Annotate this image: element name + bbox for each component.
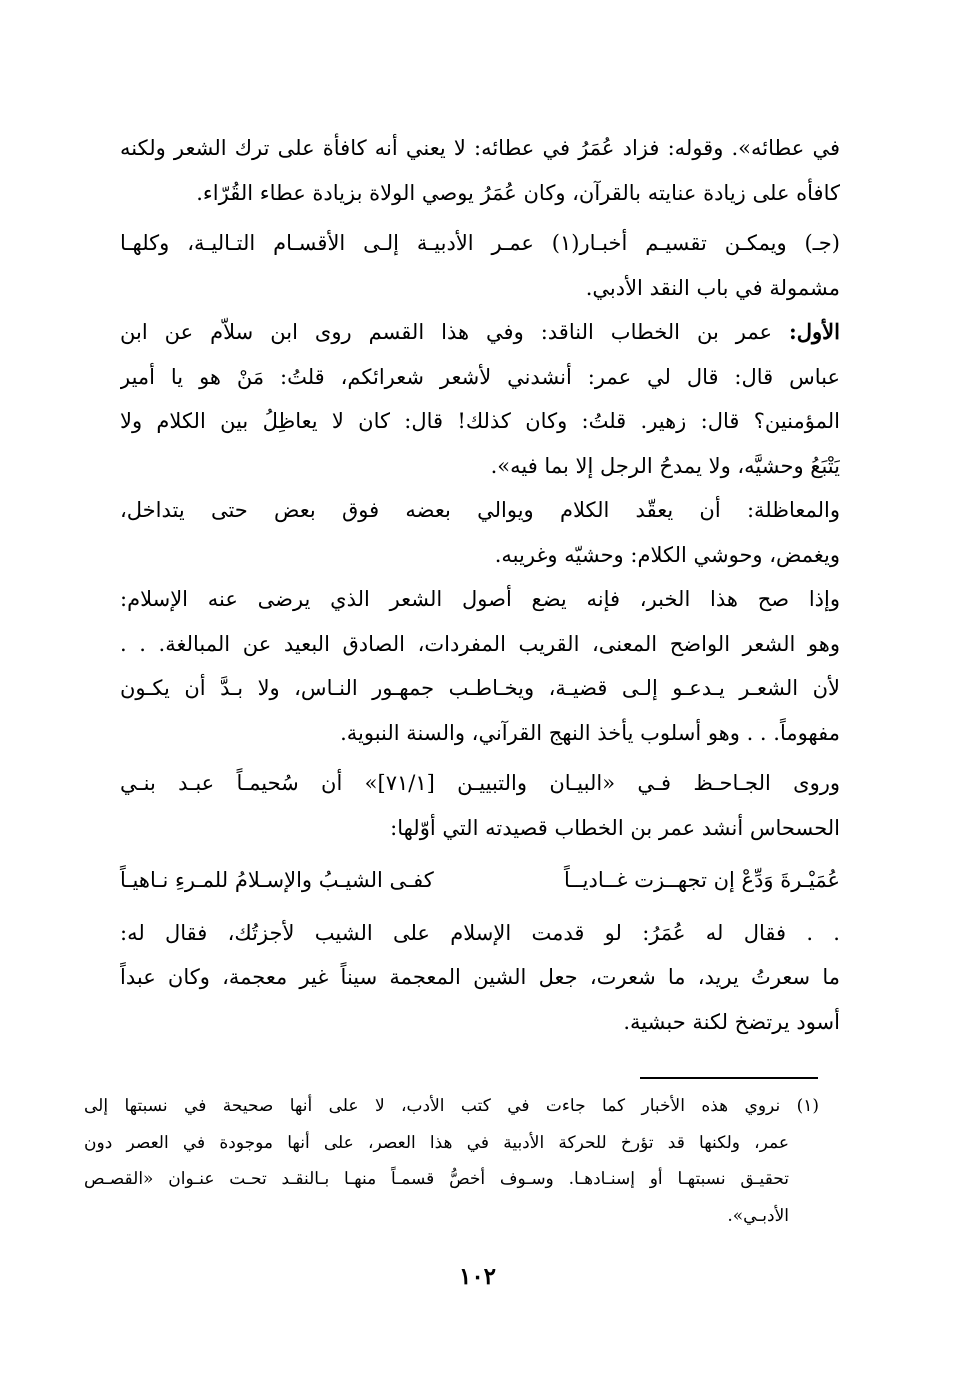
page-number: ١٠٢ bbox=[458, 1263, 497, 1290]
verse-first-hemistich: عُمَيْـرةَ وَدِّعْ إن تجهــزت غــاديــاً bbox=[563, 868, 840, 892]
section-text: عمر بن الخطاب الناقد: وفي هذا القسم روى ابن سلاّم عن ابن bbox=[120, 320, 773, 344]
footnote-line bbox=[84, 1088, 819, 1125]
section-label: الأول: bbox=[789, 319, 840, 344]
text-line bbox=[120, 911, 840, 956]
text-line: مشمولة في باب النقد الأدبي. bbox=[585, 275, 840, 300]
footnotes bbox=[84, 1088, 819, 1234]
text-line: لأن الشعـر يـدعـو إلـى قضيـة، ويخـاطـب جمهـور النـاس، ولا بـدَّ أن يكـون bbox=[120, 676, 840, 700]
footnote-text: نروي هذه الأخبار كما جاءت في كتب الأدب، لا على أنها صحيحة في نسبتها إلى bbox=[84, 1096, 781, 1116]
text-line: مفهوماً. . . وهو أسلوب يأخذ النهج القرآني، والسنة النبوية. bbox=[340, 720, 840, 745]
text-line: يَتْبَعُ وحشيَّه، ولا يمدحُ الرجل إلا بما فيه». bbox=[490, 453, 840, 478]
text-line: وهو الشعر الواضح المعنى، القريب المفردات، الصادق البعيد عن المبالغة. . . bbox=[120, 631, 840, 656]
text-line: وإذا صح هذا الخبر، فإنه يضع أصول الشعر الذي يرضى عنه الإسلام: bbox=[120, 587, 840, 611]
text-line: كافأه على زيادة عنايته بالقرآن، وكان عُمَرُ يوصي الولاة بزيادة عطاء القُرّاء. bbox=[196, 180, 840, 205]
footnote-marker: (١) bbox=[796, 1096, 819, 1116]
text-line: والمعاظلة: أن يعقّد الكلام ويوالي بعضه فوق بعض حتى يتداخل، bbox=[120, 498, 840, 522]
text-line: وروى الجـاحـظ فـي «البيـان والتبييـن [٧١/١]» أن سُحيمـاً عبـد بنـي bbox=[120, 771, 840, 795]
text-line: أسود يرتضخ لكنة حبشية. bbox=[623, 1009, 840, 1034]
verse-second-hemistich: كفـى الشيـبُ والإسـلامُ للمـرءِ نـاهيـاً bbox=[120, 868, 434, 892]
main-text bbox=[120, 126, 840, 1044]
text-line-content: فقال له عُمَرُ: لو قدمت الإسلام على الشيب لأجزتُك، فقال له: bbox=[120, 920, 787, 945]
text-line: في عطائه». وقوله: فزاد عُمَرُ في عطائه: لا يعني أنه كافأة على ترك الشعر ولكنه bbox=[120, 136, 840, 160]
footnote-line: عمر، ولكنها قد تؤرخ للحركة الأدبية في هذا العصر، على أنها موجودة في العصر دون bbox=[84, 1132, 789, 1153]
text-line: ما سعرتُ يريد، ما شعرت، جعل الشين المعجمة سيناً غير معجمة، وكان عبداً bbox=[120, 965, 840, 989]
text-line: (جـ) ويمكـن تقسيـم أخبـار(١) عمـر الأدبيـة إلـى الأقسـام التـاليـة، وكلهـا bbox=[120, 231, 840, 255]
footnote-line: الأدبـي». bbox=[727, 1205, 789, 1226]
poetry-verse bbox=[120, 858, 840, 903]
text-line: الحسحاس أنشد عمر بن الخطاب قصيدته التي أوّلها: bbox=[390, 815, 840, 840]
text-line: ويغمض، وحوشي الكلام: وحشيّه وغريبه. bbox=[494, 542, 840, 567]
text-line: عباس قال: قال لي عمر: أنشدني لأشعر شعرائكم، قلتُ: مَنْ هو يا أمير bbox=[120, 364, 840, 389]
leading-dots: . . bbox=[806, 920, 840, 945]
footnote-separator bbox=[640, 1077, 818, 1079]
text-line bbox=[120, 310, 840, 355]
text-line: المؤمنين؟ قال: زهير. قلتُ: وكان كذلك! قال: كان لا يعاظِلُ بين الكلام ولا bbox=[120, 409, 840, 433]
footnote-line: تحقيـق نسبتهـا أو إسنـادهـا. وسـوف أخصُّ قسمـاً منهـا بـالنقـد تحـت عنـوان «القصـص bbox=[84, 1169, 789, 1189]
